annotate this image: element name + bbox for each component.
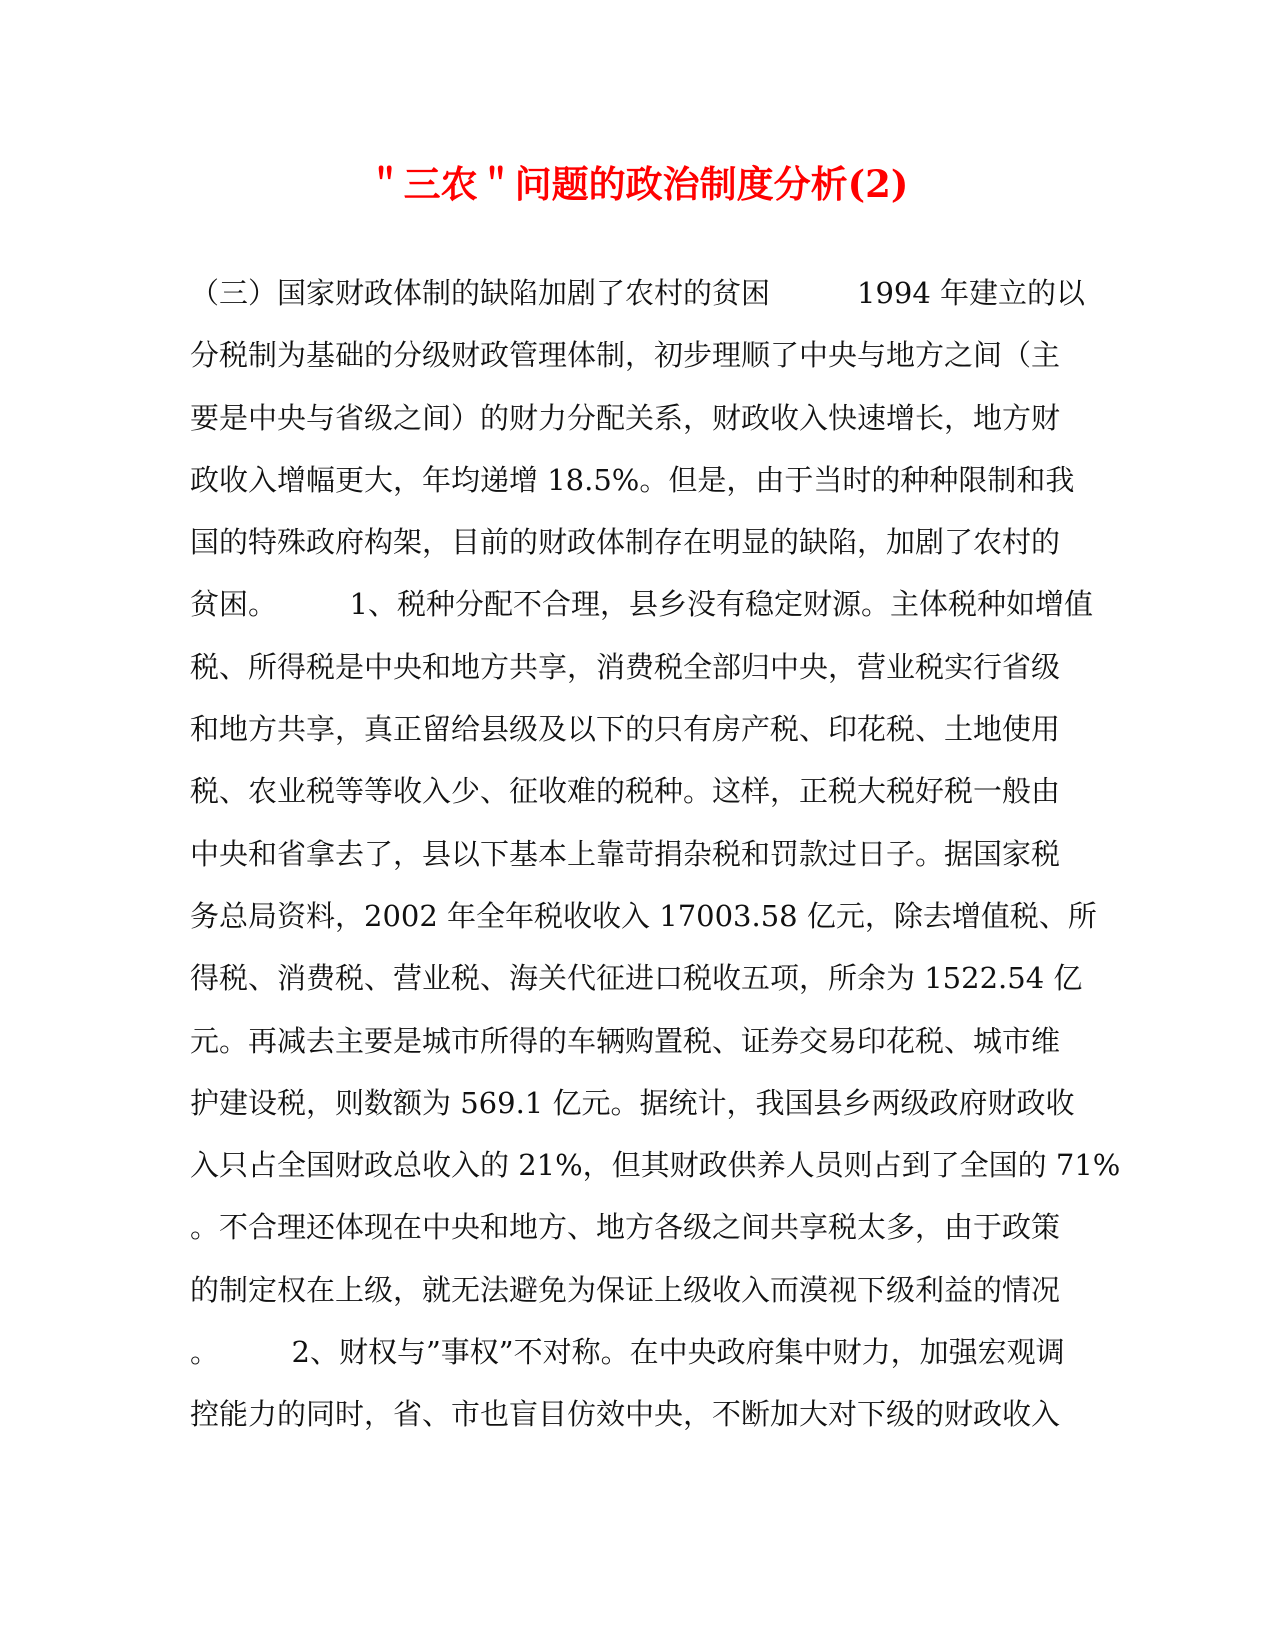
body-line: 政收入增幅更大，年均递增 18.5%。但是，由于当时的种种限制和我 — [190, 462, 1075, 497]
body-line: 的制定权在上级，就无法避免为保证上级收入而漠视下级利益的情况 — [190, 1272, 1061, 1307]
body-line: 和地方共享，真正留给县级及以下的只有房产税、印花税、土地使用 — [190, 712, 1061, 747]
document-body — [190, 262, 1121, 1446]
body-line: 。不合理还体现在中央和地方、地方各级之间共享税太多，由于政策 — [190, 1210, 1061, 1245]
body-line: 护建设税，则数额为 569.1 亿元。据统计，我国县乡两级政府财政收 — [190, 1085, 1075, 1120]
body-line: 要是中央与省级之间）的财力分配关系，财政收入快速增长，地方财 — [190, 400, 1061, 435]
body-line: 。 2、财权与”事权”不对称。在中央政府集中财力，加强宏观调 — [190, 1335, 1065, 1370]
body-line: 贫困。 1、税种分配不合理，县乡没有稳定财源。主体税种如增值 — [190, 587, 1093, 622]
body-line: 入只占全国财政总收入的 21%，但其财政供养人员则占到了全国的 71% — [190, 1148, 1121, 1183]
body-line: 分税制为基础的分级财政管理体制，初步理顺了中央与地方之间（主 — [190, 338, 1061, 373]
body-line: （三）国家财政体制的缺陷加剧了农村的贫困 1994 年建立的以 — [190, 276, 1086, 310]
body-line: 税、农业税等等收入少、征收难的税种。这样，正税大税好税一般由 — [190, 774, 1061, 809]
body-line: 得税、消费税、营业税、海关代征进口税收五项，所余为 1522.54 亿 — [190, 961, 1083, 996]
body-line: 国的特殊政府构架，目前的财政体制存在明显的缺陷，加剧了农村的 — [190, 525, 1061, 560]
body-line: 控能力的同时，省、市也盲目仿效中央，不断加大对下级的财政收入 — [190, 1397, 1061, 1432]
document-title: ＂三农＂问题的政治制度分析(2) — [366, 162, 909, 206]
body-line: 税、所得税是中央和地方共享，消费税全部归中央，营业税实行省级 — [190, 649, 1061, 684]
body-line: 务总局资料，2002 年全年税收收入 17003.58 亿元，除去增值税、所 — [190, 898, 1097, 933]
body-line: 元。再减去主要是城市所得的车辆购置税、证券交易印花税、城市维 — [190, 1023, 1061, 1058]
body-line: 中央和省拿去了，县以下基本上靠苛捐杂税和罚款过日子。据国家税 — [190, 836, 1061, 871]
